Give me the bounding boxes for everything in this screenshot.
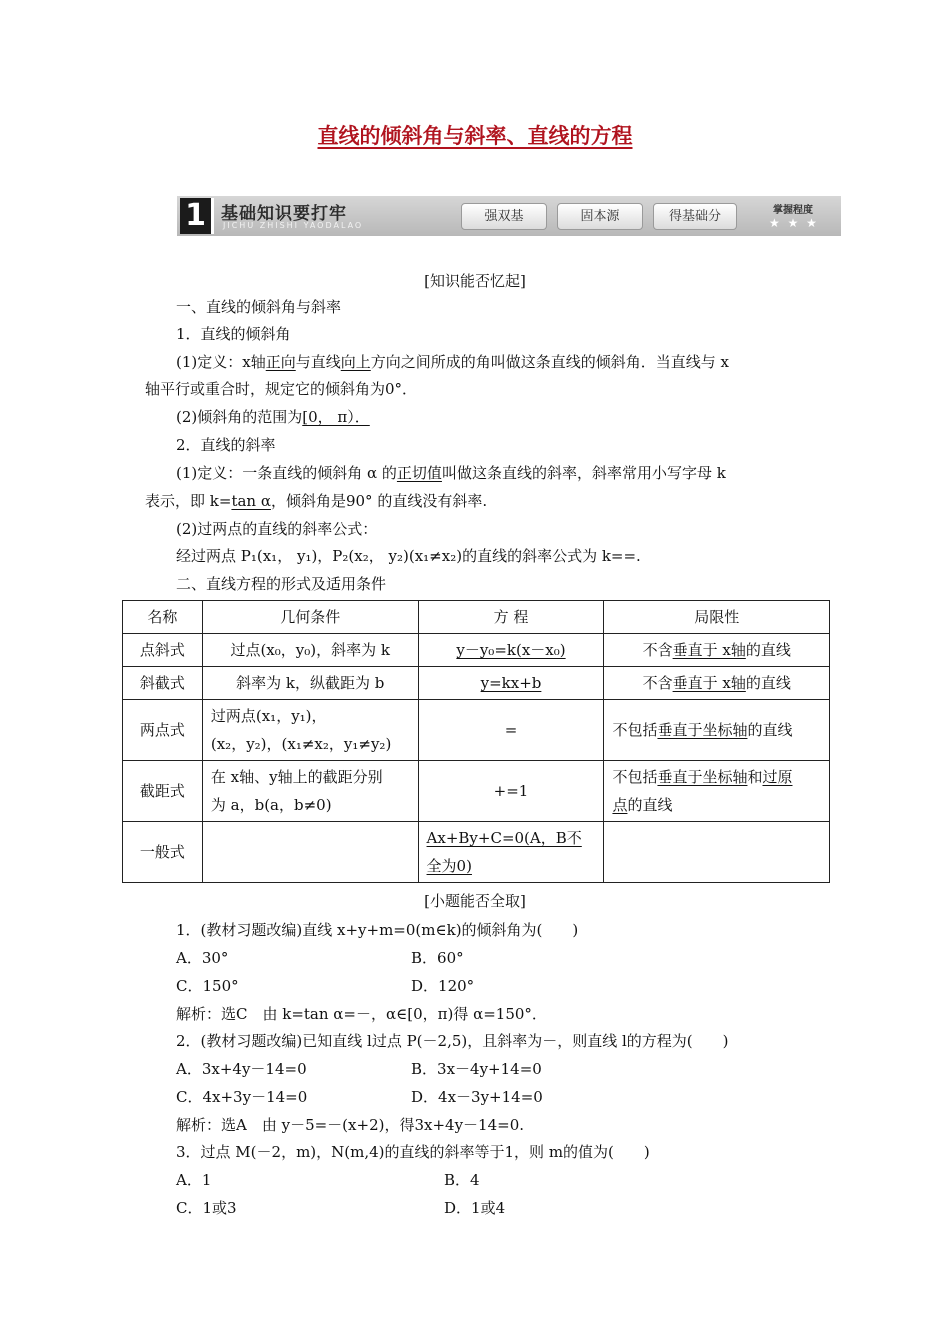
blank-answer: 过原	[762, 768, 793, 786]
table-row	[123, 700, 830, 761]
text: 叫做这条直线的斜率，斜率常用小写字母 k	[441, 464, 726, 482]
blank-answer: tan α	[231, 492, 271, 510]
option-c: C．150°	[176, 977, 239, 995]
text: ，倾斜角是90° 的直线没有斜率.	[270, 492, 488, 510]
table-header: 几何条件	[202, 601, 418, 634]
question-2: 2．(教材习题改编)已知直线 l过点 P(－2,5)，且斜率为－，则直线 l的方程为( )	[176, 1032, 729, 1050]
banner-heading: 基础知识要打牢	[221, 204, 347, 224]
table-cell	[418, 822, 604, 883]
text: 方向之间所成的角叫做这条直线的倾斜角．当直线与 x	[370, 353, 729, 371]
table-cell: 两点式	[123, 700, 203, 761]
text: 的直线	[745, 641, 791, 659]
table-cell	[202, 761, 418, 822]
section-banner	[177, 196, 841, 236]
blank-answer: 垂直于 x轴	[672, 641, 746, 659]
table-cell: 过点(x₀，y₀)，斜率为 k	[202, 634, 418, 667]
blank-answer: 垂直于坐标轴	[657, 768, 748, 786]
banner-tag-qiangshuangji: 强双基	[461, 203, 547, 230]
section-header-recall: [知识能否忆起]	[424, 272, 526, 290]
cell-line: 过两点(x₁，y₁)，	[210, 707, 327, 725]
table-row	[123, 667, 830, 700]
definition-angle-cont: 轴平行或重合时，规定它的倾斜角为0°．	[145, 380, 418, 398]
option-d: D．120°	[411, 977, 475, 995]
table-cell: 斜截式	[123, 667, 203, 700]
text: 和	[747, 768, 763, 786]
option-c: C．4x+3y－14=0	[176, 1088, 308, 1106]
table-cell: 截距式	[123, 761, 203, 822]
blank-answer: 垂直于坐标轴	[657, 721, 748, 739]
table-row	[123, 822, 830, 883]
text: 表示，即 k=	[145, 492, 232, 510]
table-header-row	[123, 601, 830, 634]
blank-answer: 正切值	[396, 464, 442, 482]
table-cell	[604, 761, 830, 822]
cell-line: 为 a，b(a，b≠0)	[210, 796, 332, 814]
solution-1: 解析：选C 由 k=tan α=－，α∈[0，π)得 α=150°．	[176, 1005, 547, 1023]
option-d: D．4x－3y+14=0	[411, 1088, 543, 1106]
table-cell	[604, 822, 830, 883]
text: (1)定义：一条直线的倾斜角 α 的	[176, 464, 397, 482]
table-header: 局限性	[604, 601, 830, 634]
angle-range	[176, 406, 370, 427]
table-row	[123, 761, 830, 822]
option-b: B．4	[444, 1171, 480, 1189]
question-3: 3．过点 M(－2，m)，N(m,4)的直线的斜率等于1，则 m的值为( )	[176, 1143, 650, 1161]
text: (2)倾斜角的范围为	[176, 408, 303, 426]
heading-1: 一、直线的倾斜角与斜率	[176, 298, 342, 316]
blank-answer: y=kx+b	[480, 674, 542, 692]
blank-answer: 全为0)	[426, 857, 472, 875]
blank-answer: y－y₀=k(x－x₀)	[456, 641, 566, 659]
star-icon: ★ ★ ★	[769, 216, 819, 230]
solution-2: 解析：选A 由 y－5=－(x+2)，得3x+4y－14=0.	[176, 1116, 525, 1134]
blank-answer: Ax+By+C=0(A，B不	[426, 829, 582, 847]
text: 不包括	[612, 721, 658, 739]
banner-tag-gubenyuan: 固本源	[557, 203, 643, 230]
table-cell	[604, 634, 830, 667]
table-cell	[418, 634, 604, 667]
slope-formula: 经过两点 P₁(x₁， y₁)，P₂(x₂， y₂)(x₁≠x₂)的直线的斜率公式为 k==.	[176, 547, 641, 565]
text: (1)定义：x轴	[176, 353, 266, 371]
text: 的直线	[627, 796, 673, 814]
banner-tag-dejichufen: 得基础分	[653, 203, 737, 230]
text: 的直线	[745, 674, 791, 692]
blank-answer: 垂直于 x轴	[672, 674, 746, 692]
mastery-label: 掌握程度	[773, 205, 813, 216]
option-a: A．3x+4y－14=0	[176, 1060, 307, 1078]
text: 不含	[642, 674, 673, 692]
table-cell	[418, 667, 604, 700]
blank-answer: 正向	[265, 353, 296, 371]
option-a: A．1	[176, 1171, 212, 1189]
table-header: 方 程	[418, 601, 604, 634]
table-cell	[604, 700, 830, 761]
definition-angle	[176, 351, 729, 372]
table-cell: +=1	[418, 761, 604, 822]
cell-line: 在 x轴、y轴上的截距分别	[210, 768, 383, 786]
question-1: 1．(教材习题改编)直线 x+y+m=0(m∈k)的倾斜角为( )	[176, 921, 579, 939]
option-d: D．1或4	[444, 1199, 506, 1217]
option-a: A．30°	[176, 949, 229, 967]
text: 的直线	[747, 721, 793, 739]
table-cell: 一般式	[123, 822, 203, 883]
text: 与直线	[295, 353, 341, 371]
subheading-1: 1．直线的倾斜角	[176, 325, 291, 343]
table-header: 名称	[123, 601, 203, 634]
text: 不含	[642, 641, 673, 659]
cell-line: (x₂，y₂)，(x₁≠x₂，y₁≠y₂)	[210, 735, 392, 753]
table-cell: 点斜式	[123, 634, 203, 667]
slope-formula-title: (2)过两点的直线的斜率公式：	[176, 520, 378, 538]
option-c: C．1或3	[176, 1199, 237, 1217]
table-cell	[202, 822, 418, 883]
blank-answer: 点	[612, 796, 628, 814]
table-cell	[202, 700, 418, 761]
table-cell: 斜率为 k，纵截距为 b	[202, 667, 418, 700]
subheading-2: 2．直线的斜率	[176, 436, 276, 454]
table-row	[123, 634, 830, 667]
text: 不包括	[612, 768, 658, 786]
banner-number: 1	[180, 198, 214, 234]
page-title: 直线的倾斜角与斜率、直线的方程	[317, 123, 633, 148]
option-b: B．60°	[411, 949, 464, 967]
table-cell	[604, 667, 830, 700]
definition-slope-cont	[145, 490, 487, 511]
section-header-quiz: [小题能否全取]	[424, 892, 526, 910]
blank-answer: 向上	[340, 353, 371, 371]
table-cell: =	[418, 700, 604, 761]
line-equation-table	[122, 600, 830, 883]
heading-2: 二、直线方程的形式及适用条件	[176, 575, 387, 593]
banner-pinyin: JICHU ZHISHI YAODALAO	[223, 221, 364, 230]
blank-answer: [0， π）．	[302, 408, 370, 426]
option-b: B．3x－4y+14=0	[411, 1060, 542, 1078]
definition-slope	[176, 462, 726, 483]
